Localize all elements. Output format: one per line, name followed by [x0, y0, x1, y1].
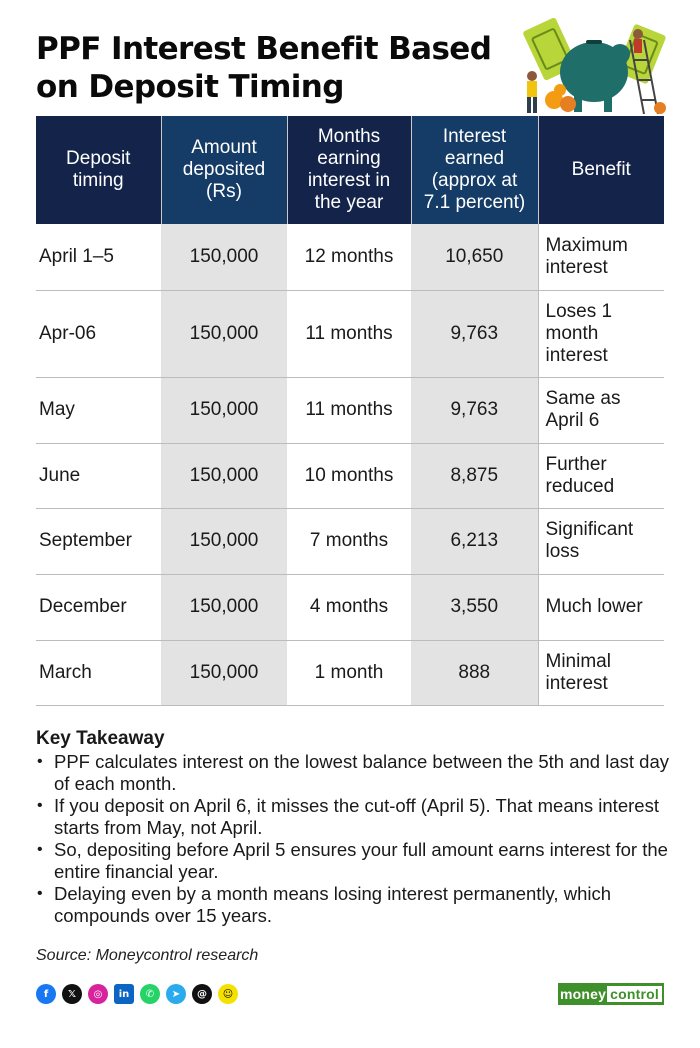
threads-icon[interactable]: @: [192, 984, 212, 1004]
linkedin-icon[interactable]: in: [114, 984, 134, 1004]
takeaway-list: [36, 751, 676, 927]
table-row: [36, 290, 664, 377]
takeaway-heading: Key Takeaway: [36, 728, 165, 749]
instagram-icon[interactable]: ◎: [88, 984, 108, 1004]
cell-interest: 6,213: [411, 508, 538, 574]
cell-timing: June: [36, 443, 161, 508]
table-row: [36, 377, 664, 443]
list-item: • Delaying even by a month means losing interest permanently, which compounds over 15 years.: [36, 883, 676, 927]
cell-months: 12 months: [287, 224, 411, 290]
telegram-icon[interactable]: ➤: [166, 984, 186, 1004]
cell-benefit: Same as April 6: [538, 377, 664, 443]
cell-interest: 9,763: [411, 377, 538, 443]
cell-benefit: Much lower: [538, 574, 664, 640]
page-title: PPF Interest Benefit Based on Deposit Timing: [36, 31, 492, 105]
cell-timing: May: [36, 377, 161, 443]
cell-benefit: Further reduced: [538, 443, 664, 508]
cell-amount: 150,000: [161, 224, 287, 290]
moneycontrol-logo: [558, 983, 664, 1005]
list-item: • So, depositing before April 5 ensures your full amount earns interest for the entire financial year.: [36, 839, 676, 883]
list-item: • PPF calculates interest on the lowest balance between the 5th and last day of each month.: [36, 751, 676, 795]
cell-amount: 150,000: [161, 377, 287, 443]
ppf-interest-table: [36, 116, 664, 706]
cell-months: 11 months: [287, 377, 411, 443]
cell-months: 7 months: [287, 508, 411, 574]
cell-benefit: Maximum interest: [538, 224, 664, 290]
cell-amount: 150,000: [161, 574, 287, 640]
cell-interest: 10,650: [411, 224, 538, 290]
cell-interest: 8,875: [411, 443, 538, 508]
cell-timing: March: [36, 640, 161, 705]
table-header-row: [36, 116, 664, 224]
cell-months: 10 months: [287, 443, 411, 508]
cell-months: 11 months: [287, 290, 411, 377]
header-interest-earned: Interest earned (approx at 7.1 percent): [411, 116, 538, 224]
header-deposit-timing: Deposit timing: [36, 116, 161, 224]
cell-benefit: Minimal interest: [538, 640, 664, 705]
cell-months: 1 month: [287, 640, 411, 705]
facebook-icon[interactable]: f: [36, 984, 56, 1004]
table-row: [36, 443, 664, 508]
cell-interest: 888: [411, 640, 538, 705]
cell-timing: April 1–5: [36, 224, 161, 290]
source-note: Source: Moneycontrol research: [36, 947, 259, 964]
cell-benefit: Significant loss: [538, 508, 664, 574]
snapchat-icon[interactable]: ☺: [218, 984, 238, 1004]
cell-interest: 9,763: [411, 290, 538, 377]
cell-benefit: Loses 1 month interest: [538, 290, 664, 377]
key-takeaway-section: [36, 727, 676, 927]
cell-amount: 150,000: [161, 443, 287, 508]
brand-part-money: money: [560, 986, 607, 1002]
table-row: [36, 640, 664, 705]
header-amount-deposited: Amount deposited (Rs): [161, 116, 287, 224]
cell-timing: December: [36, 574, 161, 640]
brand-part-control: control: [607, 986, 662, 1002]
cell-timing: Apr-06: [36, 290, 161, 377]
cell-interest: 3,550: [411, 574, 538, 640]
cell-amount: 150,000: [161, 640, 287, 705]
cell-amount: 150,000: [161, 508, 287, 574]
table-row: [36, 574, 664, 640]
cell-months: 4 months: [287, 574, 411, 640]
table-row: [36, 224, 664, 290]
header-benefit: Benefit: [538, 116, 664, 224]
money-illustration-icon: [512, 10, 672, 118]
cell-amount: 150,000: [161, 290, 287, 377]
whatsapp-icon[interactable]: ✆: [140, 984, 160, 1004]
header-months-earning: Months earning interest in the year: [287, 116, 411, 224]
social-icons: [36, 984, 238, 1004]
cell-timing: September: [36, 508, 161, 574]
list-item: • If you deposit on April 6, it misses the cut-off (April 5). That means interest starts from May, not April.: [36, 795, 676, 839]
table-row: [36, 508, 664, 574]
x-icon[interactable]: 𝕏: [62, 984, 82, 1004]
